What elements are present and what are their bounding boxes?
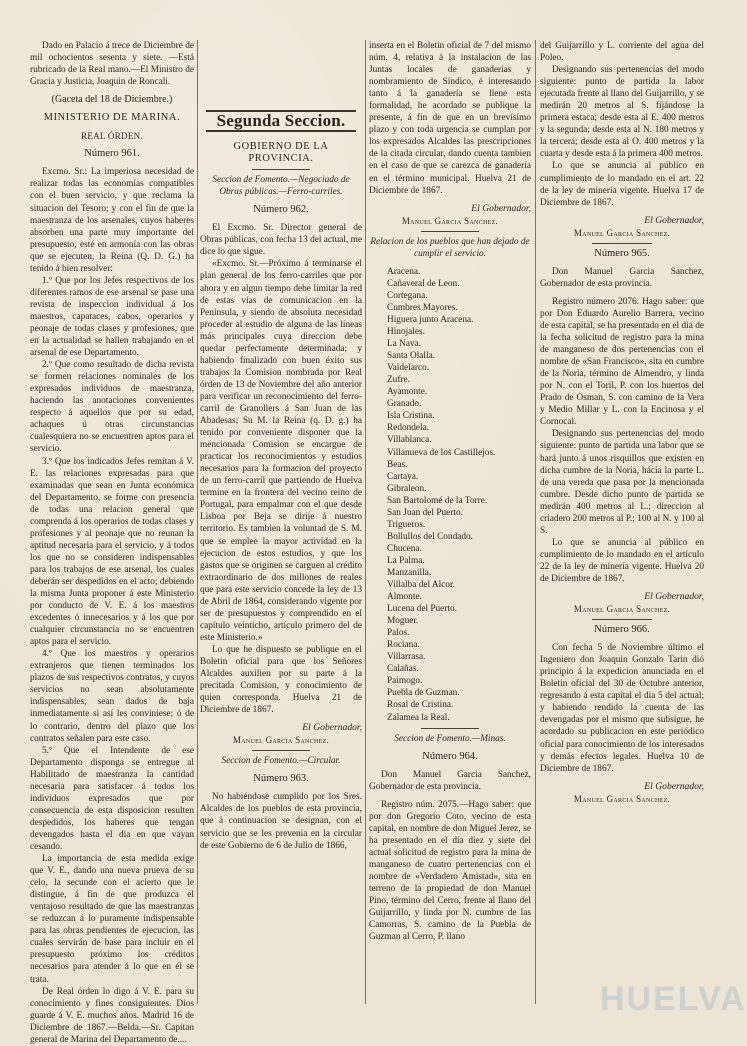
divider: [592, 243, 652, 244]
divider: [252, 750, 310, 751]
paragraph: Lo que se anuncia al público en cumplimiento de lo mandado en el artículo 22 de la ley de minería vigente. Huelva 20 de Diciembre de 1867.: [540, 537, 704, 584]
subsection-heading: Seccion de Fomento.—Negociado de Obras públicas.—Ferro-carriles.: [212, 175, 350, 198]
town-list: [369, 266, 531, 724]
paragraph: 4.º Que los maestros y operarios extranjeros que tienen terminados los plazos de sus respectivos contratos, y cuyos servicios no sean absolutamente indispensables, sean dados de baja inmediatamente si así les conviniese; ó de lo contrario, dentro del plazo que los contratos señalen para este caso.: [30, 649, 194, 744]
subsection-heading: Seccion de Fomento.—Minas.: [394, 733, 506, 744]
signer-name: Manuel Garcia Sanchez.: [401, 215, 499, 226]
town-list-item: Almonte.: [387, 592, 422, 603]
town-list-item: Lucena del Puerto.: [387, 604, 457, 615]
town-list-item: Paimogo.: [387, 676, 423, 687]
section-rule: [206, 130, 356, 132]
paragraph: La importancia de esta medida exige que V. E., dando una nueva prueva de su celo, la secunde con el acierto que le distingue, á fin de que produzca el ventajoso resultado de que las maestranzas se reduzcan á lo puramente indispensable para las obras pendientes de ejecucion, las cuales servirán de base para incluir en el presupuesto próximo los créditos necesarios para atender á lo que en él se trata.: [30, 854, 194, 985]
town-list-item: Higuera junto Aracena.: [387, 314, 474, 325]
paragraph: 2.º Que como resultado de dicha revista se formen relaciones nominales de los expresados individuos de maestranza, haciendo las anotaciones convenientes respecto á aquellos que por su edad, achaques ú otras circunstancias cualesquiera no se encuentren aptos para el servicio.: [30, 360, 194, 455]
town-list-item: Moguer.: [387, 616, 419, 627]
divider: [252, 169, 310, 170]
paragraph: Designando sus pertenencias del modo siguiente: punto de partida la labor ejecutada frente al llano del Guijarrillo, y se medirán 20 metros al S. fijándose la primera estaca; desde esta al E. 400 metros y la segunda; desde esta al N. 180 metros y la tercera; desde esta al O. 400 metros y la cuarta y desde esta á la primera 400 metros.: [540, 65, 704, 160]
town-list-item: Granado.: [387, 399, 422, 410]
ministry-heading: MINISTERIO DE MARINA.: [43, 112, 181, 124]
signer-title: El Gobernador,: [471, 202, 531, 214]
signer-title: El Gobernador,: [644, 780, 704, 792]
governor-intro: Don Manuel Garcia Sanchez, Gobernador de esta provincia.: [540, 266, 704, 289]
town-list-item: Manzanilla.: [387, 567, 432, 578]
notice-number: Número 964.: [422, 750, 478, 762]
town-list-item: Cortegana.: [387, 290, 428, 301]
divider: [592, 619, 652, 620]
signer-title: El Gobernador,: [644, 214, 704, 226]
town-list-item: Beas.: [387, 459, 408, 470]
notice-number: Número 963.: [253, 773, 309, 785]
column-3: [369, 40, 531, 1016]
town-list-item: Villarrasa.: [387, 652, 426, 663]
divider: [421, 728, 479, 729]
paragraph: Lo que he dispuesto se publique en el Boletin oficial para que los Señores Alcaldes auxilien por su parte á la precitada Comision, y conocimiento de quien corresponda. Huelva 21 de Diciembre de 1867.: [200, 644, 362, 716]
order-type-heading: REAL ÓRDEN.: [81, 131, 143, 142]
town-list-item: Rosal de Cristina.: [387, 700, 454, 711]
paragraph: El Excmo. Sr. Director general de Obras públicas, con fecha 13 del actual, me dice lo que sigue.: [200, 223, 362, 258]
paragraph: 3.º Que los indicados Jefes remitan á V. E. las relaciones expresadas para que examinadas que sean en Junta económica del Departamento, se forme con presencia de todas una relacion general que comprenda á los operarios de todas clases y profesiones y al peonaje que no reunan la aptitud necesaria para el servicio, y á todos los que no se consideren indispensables para los trabajos de ese arsenal, los cuales deberán ser despedidos en el acto; debiendo la misma Junta proponer á este Ministerio por conducto de V. E. á los maestros excedentes ó innecesarios y á los que por cualquier circunstancia no se encuentren aptos para el servicio.: [30, 456, 194, 648]
column-divider: [365, 40, 366, 1004]
town-list-item: Hinojales.: [387, 327, 425, 338]
town-list-item: La Nava.: [387, 339, 422, 350]
paragraph: del Guijarrillo y L. corriente del agua del Poleo.: [540, 41, 704, 64]
town-list-item: Puebla de Guzman.: [387, 688, 460, 699]
paragraph: No habiéndose cumplido por los Sres. Alcaldes de los pueblos de esta provincia, que á continuacion se designan, con el servicio que se les prevenia en la circular de este Gobierno de 6 de Julio de 1866,: [200, 792, 362, 851]
town-list-item: Trigueros.: [387, 519, 426, 530]
royal-decree-closing: Dado en Palacio á trece de Diciembre de mil ochocientos sesenta y siete. —Está rubricado de la Real mano.—El Ministro de Gracia y Justicia, Joaquin de Roncali.: [30, 41, 194, 88]
divider: [421, 231, 479, 232]
paragraph: Excmo. Sr.: La imperiosa necesidad de realizar todas las economías compatibles con el buen servicio, y que reclama la situacion del Tesoro; y con el fin de que la maestranza de los arsenales, cuyos haberes absorben una parte muy importante del presupuesto, esté en armonía con las obras que se ejecuten, la Reina (Q. D. G.) ha tenido á bien resolver:: [30, 167, 194, 274]
paragraph: Registro número 2076. Hago saber: que por Don Eduardo Aurelio Barrera, vecino de esta capital, se ha presentado en el dia de la fecha solicitud de registro para la mina de manganeso de dos pertenencias con el nombre de «San Francisco», sita en cumbre de la Noria, término de Almendro, y linda por N. con el Toril, P. con los huertos del Prado de Osman, S. con camino de la Vera y Medio Millar y L. con la Encinosa y el Cornocal.: [540, 296, 704, 428]
town-list-item: Bollullos del Condado.: [387, 531, 473, 542]
paragraph: Con fecha 5 de Noviembre último el Ingeniero don Joaquin Gonzalo Tarin dió principio á la expedicion anunciada en el Boletin oficial del 30 de Octubre anterior, regresando á esta capital el dia 5 del actual; y habiendo rendido la cuenta de las devengadas por el mismo que subsigue, he acordado su publicacion en este periódico oficial para conocimiento de los interesados y demás efectos legales. Huelva 10 de Diciembre de 1867.: [540, 643, 704, 774]
town-list-item: Rociana.: [387, 640, 420, 651]
town-list-item: Santa Olalla.: [387, 351, 436, 362]
notice-number: Número 962.: [253, 204, 309, 216]
column-4: [540, 40, 704, 1016]
town-list-item: Palos.: [387, 628, 410, 639]
paragraph: Designando sus pertenencias del modo siguiente: punto de partida una labor que se hará junto á unos risquillos que existen en dicha cumbre de la Noria, hácia la parte L. de una vereda que pasa por la mencionada cumbre. Desde dicho punto de partida se medirán 400 metros al L.; direccion al criadero 200 metros al P.; 100 al N. y 100 al S.: [540, 429, 704, 536]
town-list-item: Villanueva de los Castillejos.: [387, 447, 496, 458]
town-list-item: Cumbres Mayores.: [387, 302, 458, 313]
notice-number: Número 966.: [594, 624, 650, 636]
town-list-item: Villalba del Alcor.: [387, 580, 455, 591]
archive-watermark: HUELVA: [600, 980, 747, 1018]
town-list-item: La Palma.: [387, 555, 425, 566]
town-list-item: Valdelarco.: [387, 363, 430, 374]
signer-name: Manuel Garcia Sanchez.: [573, 227, 671, 238]
list-title: Relacion de los pueblos que han dejado de cumplir el servicio.: [370, 236, 530, 259]
column-divider: [535, 40, 536, 1004]
paragraph: «Excmo. Sr.—Próximo á terminarse el plan general de los ferro-carriles que por ahora y en algun tiempo debe limitar la red de estas vías de comunicacion en la Península, y siendo de absoluta necesidad proceder al estudio de alguna de las líneas más principales cuya direccion debe quedar perfectamente determinada; y habiendo finalizado con buen éxito sus trabajos la Comision nombrada por Real órden de 13 de Noviembre del año anterior para verificar un reconocimiento del ferro-carril de Granollers á San Juan de las Abadesas; Su M. la Reina (q. D. g.) ha tenido por conveniente disponer que la mencionada Comision se encargue de practicar los reconocimientos y estudios necesarios para la formacion del proyecto de un ferro-carril que partiendo de Huelva termine en la frontera del vecino reino de Portugal, para empalmar con el que desde Lisboa por Beja se dirije á nuestro territorio. Es tambien la voluntad de S. M. que se emplee la mayor actividad en la ejecucion de estos estudios, y que los gastos que se originen se carguen al crédito extraordinario de dos millones de reales que para este servicio concede la ley de 13 de Abril de 1864, considerando vigente por ser de presupuestos y comprendido en el capítulo veinticho, artículo primero del de este Ministerio.»: [200, 259, 362, 643]
notice-number: Número 965.: [594, 247, 650, 259]
paragraph: 5.º Que el Intendente de ese Departamento disponga se entregue al Habilitado de maestranza la cantidad necesaria para satisfacer á todos los individuos expresados que por consecuencia de esta disposicion resulten despedidos, los haberes que tengan devengados hasta el dia en que vayan cesando.: [30, 745, 194, 852]
column-2: [200, 40, 362, 1016]
order-number: Número 961.: [84, 148, 140, 160]
section-title: Segunda Seccion.: [216, 111, 346, 130]
signer-name: Manuel Garcia Sanchez.: [573, 793, 671, 804]
town-list-item: San Juan del Puerto.: [387, 507, 463, 518]
town-list-item: Calañas.: [387, 664, 419, 675]
column-1: [30, 40, 194, 1045]
paragraph: Lo que se anuncia al público en cumplimiento de lo mandado en el art. 22 de la ley de minería vigente. Huelva 17 de Diciembre de 1867.: [540, 161, 704, 208]
town-list-item: Chucena.: [387, 543, 422, 554]
town-list-item: Cañaveral de Leon.: [387, 278, 460, 289]
town-list-item: Isla Cristina.: [387, 411, 435, 422]
paragraph: inserta en el Boletin oficial de 7 del mismo núm. 4, relativa á la instalacion de las Juntas locales de ganaderías y nombramiento de Síndico, é interesando tanto á la ganadería se llene esta formalidad, he acordado se publique la presente, á fin de que en un brevísimo plazo y con toda urgencia se cumplan por los expresados Alcaldes las prescripciones de la citada circular, dando cuenta tambien en el caso de que se carezca de ganadería en el término municipal. Huelva 21 de Diciembre de 1867.: [369, 41, 531, 196]
paragraph: Registro núm. 2075.—Hago saber: que por don Gregorio Coto, vecino de esta capital, en nombre de don Miguel Jerez, se ha presentado en el dia diez y siete del actual solicitud de registro para la mina de manganeso de cuatro pertenencias con el nombre de «Verdadero Amistad», sita en terreno de la propiedad de don Manuel Pino, término del Cerro, frente al llano del Guijarrillo, y linda por N. cumbre de las Camorras, S. camino de la Puebla de Guzman al Cerro, P. llano: [369, 799, 531, 943]
paragraph: 1.º Que por los Jefes respectivos de los diferentes ramos de ese arsenal se pase una revista de inspeccion individual á los maestros, capataces, cabos, operarios y peonaje de todas clases y profesiones, que en la actualidad se hallen trabajando en el arsenal de ese Departamento.: [30, 275, 194, 359]
town-list-item: Zalamea la Real.: [387, 712, 450, 723]
town-list-item: San Bartolomé de la Torre.: [387, 495, 488, 506]
town-list-item: Gibraleon.: [387, 483, 427, 494]
town-list-item: Aracena.: [387, 266, 421, 277]
town-list-item: Redondela.: [387, 423, 430, 434]
town-list-item: Ayamonte.: [387, 387, 428, 398]
town-list-item: Villablanca.: [387, 435, 432, 446]
gazette-reference: (Gaceta del 18 de Diciembre.): [51, 94, 173, 106]
signer-title: El Gobernador,: [644, 591, 704, 603]
signer-title: El Gobernador,: [302, 722, 362, 734]
column-divider: [197, 40, 198, 1004]
signer-name: Manuel Garcia Sanchez.: [573, 604, 671, 615]
town-list-item: Cartaya.: [387, 471, 419, 482]
paragraph: De Real órden lo digo á V. E. para su conocimiento y fines consiguientes. Dios guarde á V. E. muchos años. Madrid 16 de Diciembre de 1867.—Belda.—Sr. Capitan general de Marina del Departamento de....: [30, 986, 194, 1045]
town-list-item: Zufre.: [387, 375, 410, 386]
government-heading: GOBIERNO DE LA PROVINCIA.: [233, 141, 329, 165]
signer-name: Manuel Garcia Sanchez.: [232, 735, 330, 746]
subsection-heading: Seccion de Fomento.—Circular.: [221, 756, 341, 767]
governor-intro: Don Manuel Garcia Sanchez, Gobernador de esta provincia.: [369, 769, 531, 792]
